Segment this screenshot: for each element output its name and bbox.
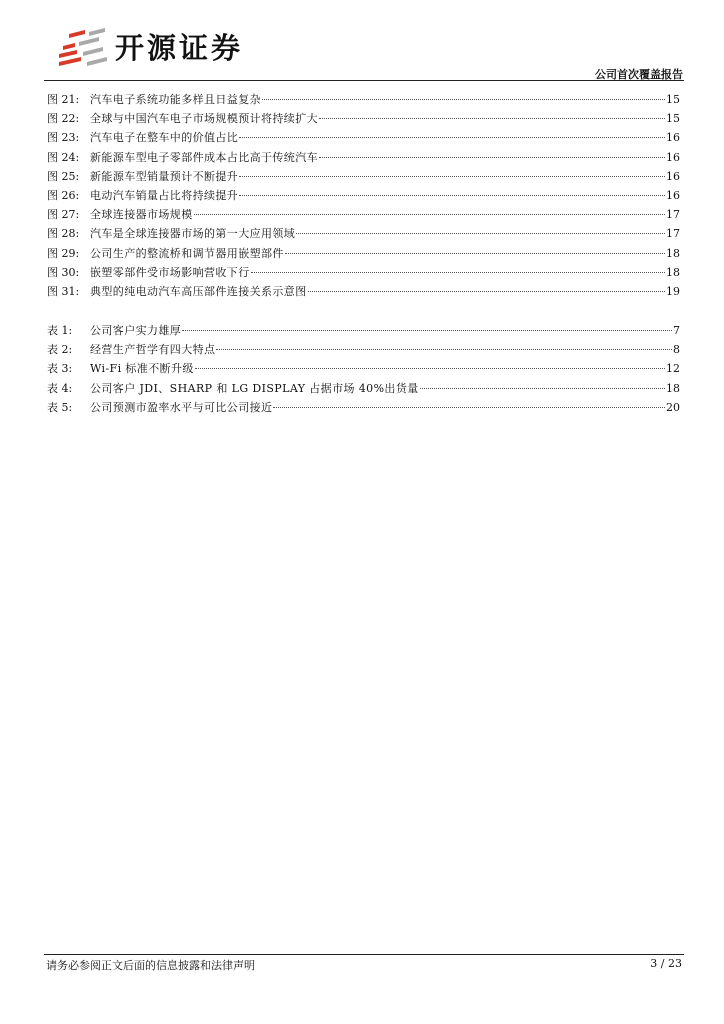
toc-entry-label: 图 21:: [47, 93, 80, 106]
toc-dot-leader: [420, 388, 665, 389]
toc-dot-leader: [308, 291, 665, 292]
toc-entry[interactable]: [47, 282, 680, 301]
toc-entry-page: 15: [666, 93, 680, 106]
toc-entry[interactable]: [47, 340, 680, 359]
toc-entry-title: 经营生产哲学有四大特点: [90, 343, 216, 357]
toc-entry-title: 全球连接器市场规模: [90, 208, 193, 222]
toc-entry-title: Wi-Fi 标准不断升级: [90, 362, 194, 376]
toc-entry-page: 17: [666, 208, 680, 222]
toc-entry-label: 图 24:: [47, 150, 80, 164]
toc-entry-title: 公司客户 JDI、SHARP 和 LG DISPLAY 占据市场 40%出货量: [90, 381, 419, 395]
toc-entry-label: 图 26:: [47, 188, 80, 202]
toc-entry-page: 18: [666, 381, 680, 395]
toc-entry[interactable]: [47, 186, 680, 205]
toc-entry-title: 嵌塑零部件受市场影响营收下行: [90, 265, 250, 279]
toc-entry-title: 公司预测市盈率水平与可比公司接近: [90, 400, 273, 414]
toc-dot-leader: [319, 157, 665, 158]
toc-entry-page: 8: [673, 343, 680, 357]
toc-entry-title: 汽车电子系统功能多样且日益复杂: [90, 93, 261, 106]
toc-dot-leader: [285, 253, 665, 254]
logo-mark-icon: [55, 24, 111, 68]
toc-entry-title: 新能源车型销量预计不断提升: [90, 169, 239, 183]
table-index: [47, 321, 680, 417]
toc-entry-title: 典型的纯电动汽车高压部件连接关系示意图: [90, 284, 307, 298]
toc-entry-page: 16: [666, 188, 680, 202]
toc-entry-page: 16: [666, 131, 680, 145]
toc-entry-page: 12: [666, 362, 680, 376]
toc-entry-label: 图 22:: [47, 112, 80, 126]
header-divider: [44, 80, 684, 81]
toc-entry[interactable]: [47, 379, 680, 398]
toc-entry-title: 汽车电子在整车中的价值占比: [90, 131, 239, 145]
toc-dot-leader: [239, 176, 665, 177]
toc-entry[interactable]: [47, 224, 680, 243]
toc-entry-page: 17: [666, 227, 680, 241]
toc-dot-leader: [251, 272, 665, 273]
toc-dot-leader: [194, 214, 665, 215]
figure-index: [47, 90, 680, 301]
toc-entry-label: 表 4:: [47, 381, 73, 395]
toc-entry[interactable]: [47, 359, 680, 378]
toc-entry-label: 图 28:: [47, 227, 80, 241]
toc-dot-leader: [182, 330, 672, 331]
logo-wordmark: 开源证券: [115, 30, 244, 65]
footer-divider: [44, 954, 684, 955]
toc-entry-title: 公司客户实力雄厚: [90, 324, 182, 337]
toc-dot-leader: [216, 349, 672, 350]
footer-disclaimer: 请务必参阅正文后面的信息披露和法律声明: [46, 959, 255, 972]
toc-entry[interactable]: [47, 263, 680, 282]
toc-entry-label: 图 31:: [47, 284, 80, 298]
toc-dot-leader: [239, 195, 665, 196]
toc-dot-leader: [262, 99, 665, 100]
toc-entry-label: 表 5:: [47, 400, 73, 414]
company-logo: [55, 24, 243, 68]
toc-entry[interactable]: [47, 167, 680, 186]
toc-entry[interactable]: [47, 398, 680, 417]
report-type-label: 公司首次覆盖报告: [595, 68, 683, 81]
toc-dot-leader: [273, 407, 665, 408]
toc-entry-page: 16: [666, 169, 680, 183]
toc-entry-title: 全球与中国汽车电子市场规模预计将持续扩大: [90, 112, 318, 126]
page-number: 3 / 23: [650, 957, 682, 970]
toc-entry-label: 图 25:: [47, 169, 80, 183]
toc-entry-label: 表 3:: [47, 362, 73, 376]
toc-entry[interactable]: [47, 128, 680, 147]
toc-entry[interactable]: [47, 244, 680, 263]
toc-entry-page: 18: [666, 265, 680, 279]
toc-dot-leader: [296, 233, 665, 234]
toc-dot-leader: [319, 118, 665, 119]
toc-entry[interactable]: [47, 148, 680, 167]
toc-entry-page: 19: [666, 284, 680, 298]
toc-entry[interactable]: [47, 90, 680, 109]
toc-entry-label: 图 23:: [47, 131, 80, 145]
toc-entry-title: 电动汽车销量占比将持续提升: [90, 188, 239, 202]
toc-entry-label: 图 29:: [47, 246, 80, 260]
toc-entry-title: 新能源车型电子零部件成本占比高于传统汽车: [90, 150, 318, 164]
toc-entry-label: 表 2:: [47, 343, 73, 357]
toc-dot-leader: [195, 368, 665, 369]
toc-entry-title: 公司生产的整流桥和调节器用嵌塑部件: [90, 246, 284, 260]
toc-entry-page: 18: [666, 246, 680, 260]
toc-entry-label: 图 30:: [47, 265, 80, 279]
toc-entry-label: 表 1:: [47, 324, 73, 337]
toc-entry-label: 图 27:: [47, 208, 80, 222]
toc-entry-page: 16: [666, 150, 680, 164]
toc-dot-leader: [239, 137, 665, 138]
toc-entry-title: 汽车是全球连接器市场的第一大应用领域: [90, 227, 296, 241]
toc-entry[interactable]: [47, 205, 680, 224]
toc-entry-page: 7: [673, 324, 680, 337]
toc-entry-page: 20: [666, 400, 680, 414]
toc-entry[interactable]: [47, 321, 680, 340]
toc-entry-page: 15: [666, 112, 680, 126]
toc-entry[interactable]: [47, 109, 680, 128]
